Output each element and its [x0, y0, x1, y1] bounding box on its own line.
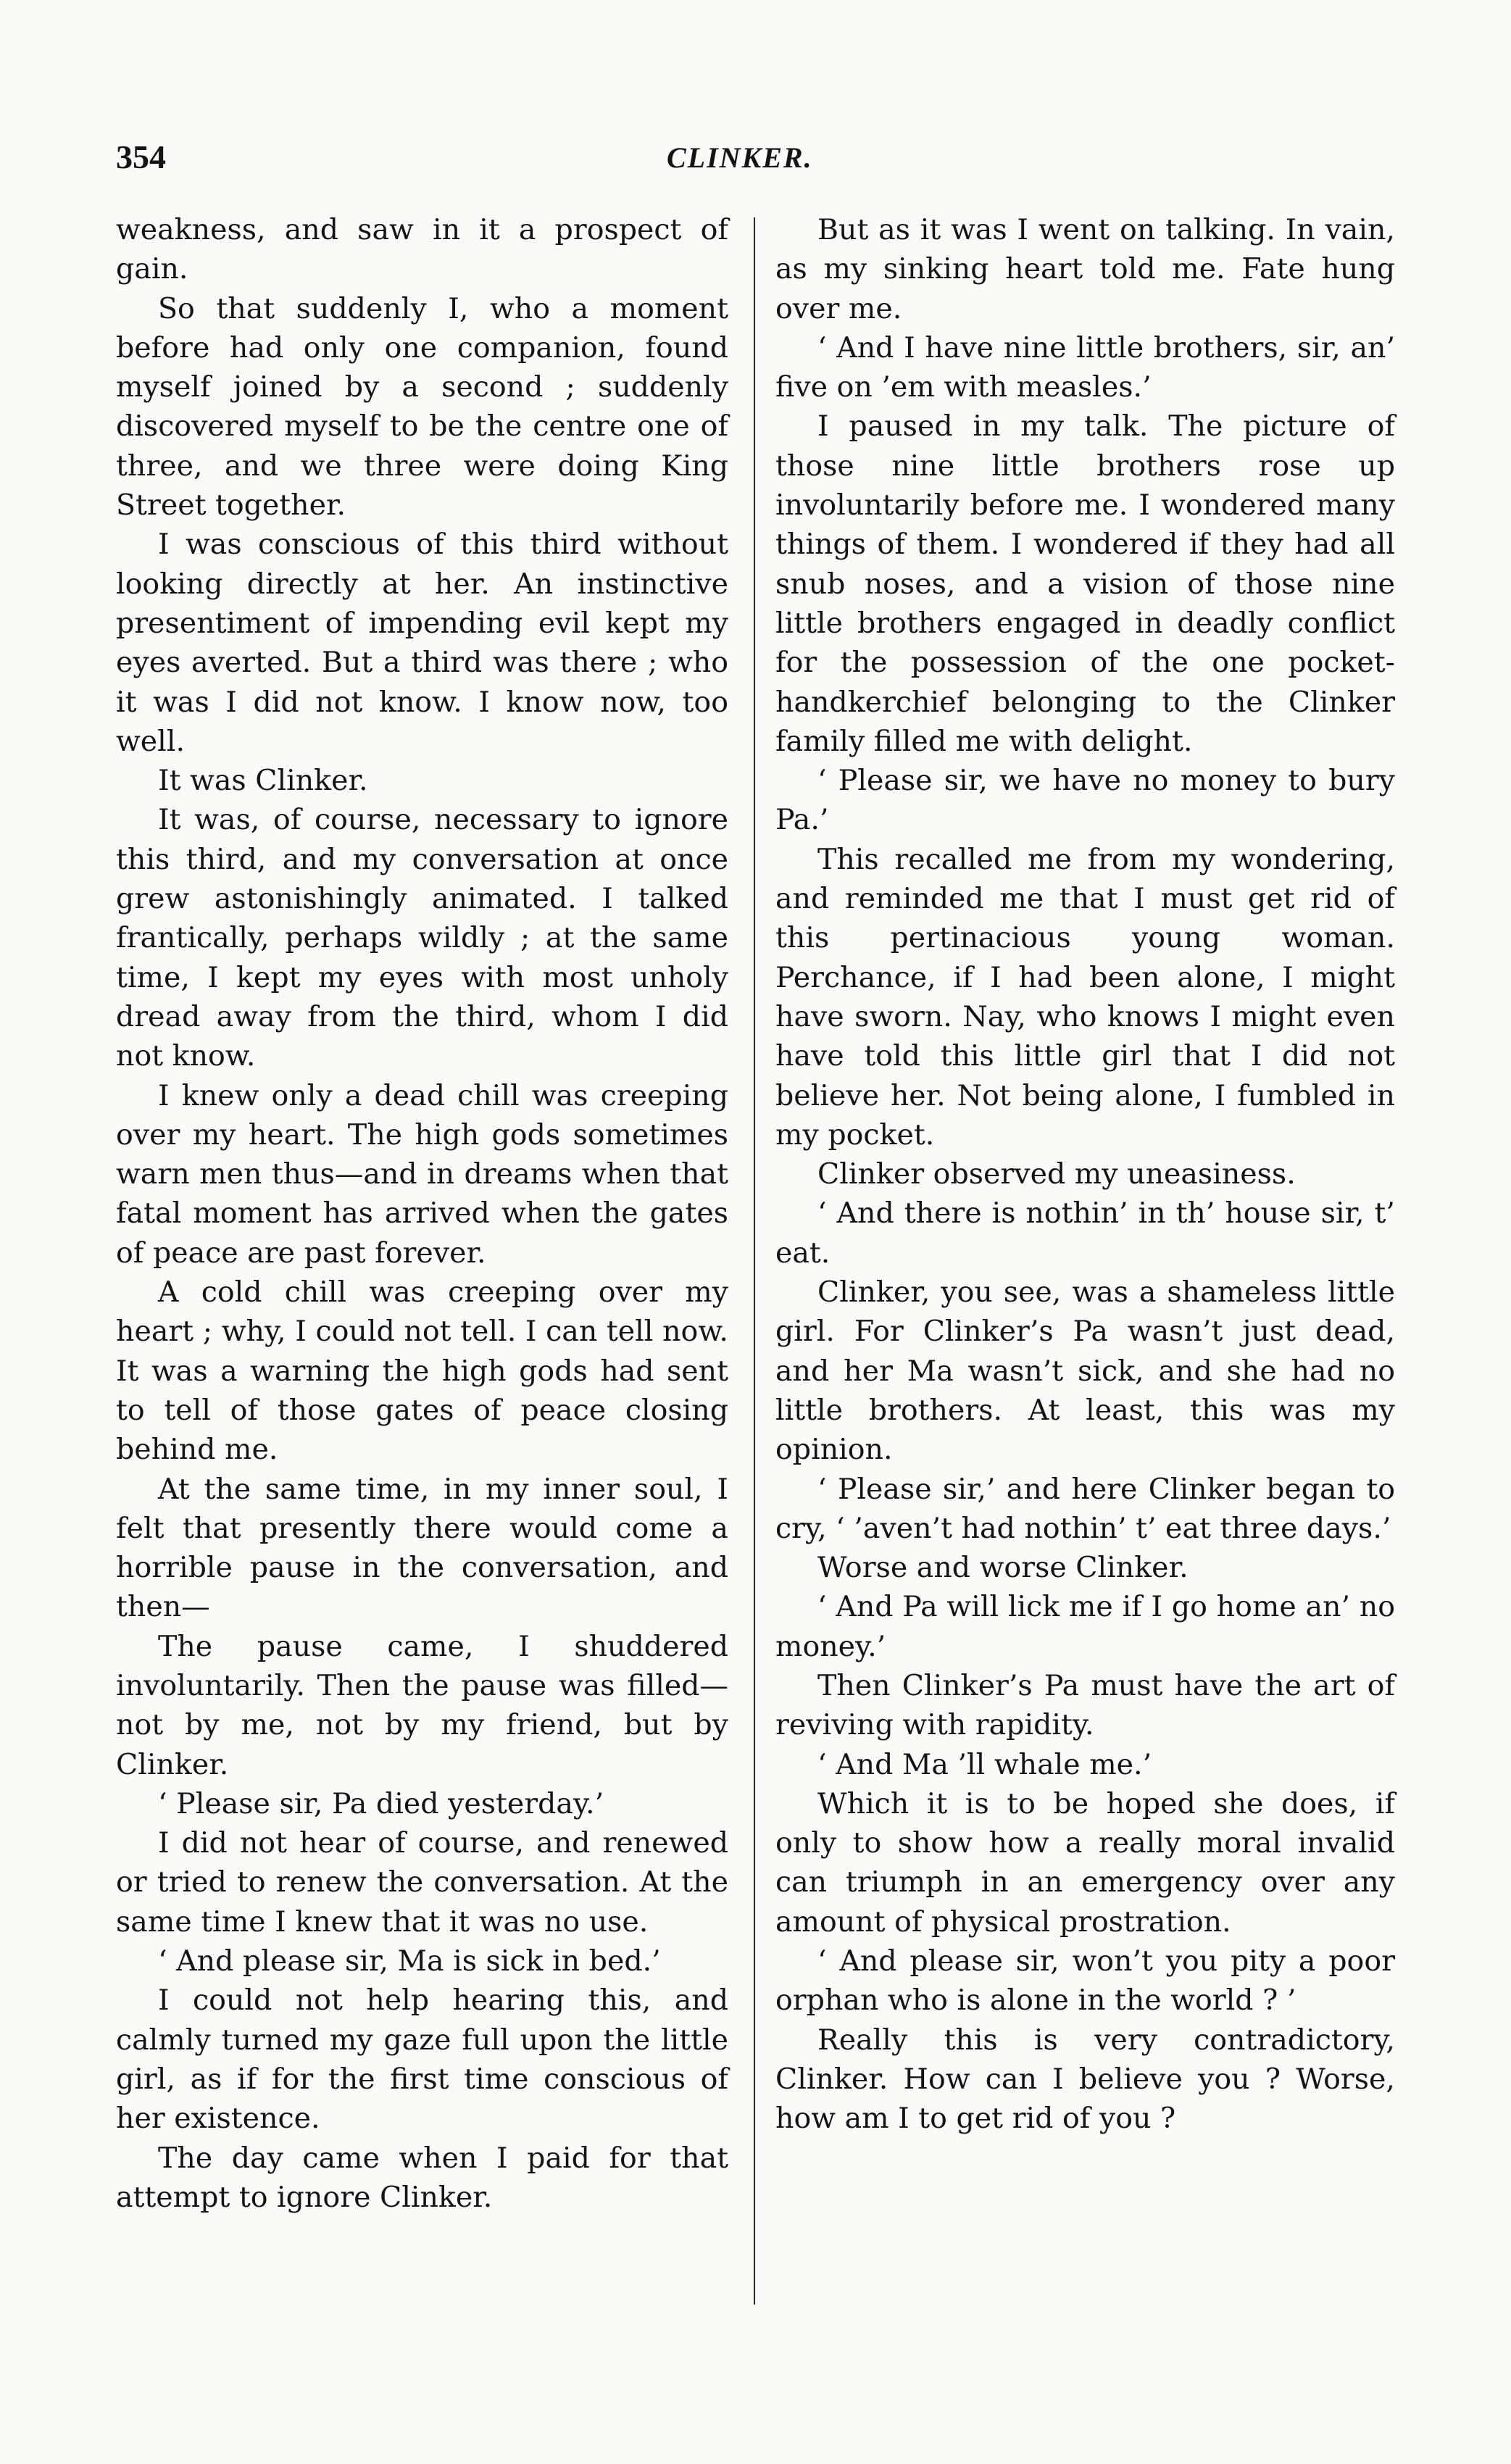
paragraph: ‘ And I have nine little brothers, sir, an’ five on ’em with measles.’ — [775, 330, 1395, 404]
paragraph: ‘ And Pa will lick me if I go home an’ no money.’ — [775, 1590, 1395, 1663]
page-number: 354 — [116, 138, 166, 175]
paragraph: But as it was I went on talking. In vain, as my sinking heart told me. Fate hung over me. — [775, 213, 1395, 325]
paragraph: ‘ Please sir, Pa died yesterday.’ — [158, 1786, 604, 1820]
paragraph: It was, of course, necessary to ignore this third, and my conversation at once grew astonishingly animated. I talked frantically, perhaps wildly ; at the same time, I kept my eyes with most unholy dread away from the third, whom I did not know. — [116, 803, 728, 1073]
paragraph: I was conscious of this third without looking directly at her. An instinctive presentiment of impending evil kept my eyes averted. But a third was there ; who it was I did not know. I know now, too well. — [116, 528, 728, 758]
paragraph: So that suddenly I, who a moment before had only one companion, found myself joined by a second ; suddenly discovered myself to be the centre one of three, and we three were doing King Street together. — [116, 291, 728, 523]
paragraph: At the same time, in my inner soul, I felt that presently there would come a horrible pause in the conversation, and then— — [116, 1472, 728, 1624]
paragraph: weakness, and saw in it a prospect of gain. — [116, 213, 728, 286]
paragraph: Clinker observed my uneasiness. — [817, 1157, 1296, 1191]
paragraph: I knew only a dead chill was creeping over my heart. The high gods sometimes warn men thus—and in dreams when that fatal moment has arrived when the gates of peace are past forever. — [116, 1078, 728, 1270]
paragraph: ‘ And please sir, won’t you pity a poor orphan who is alone in the world ? ’ — [775, 1944, 1395, 2018]
paragraph: I did not hear of course, and renewed or tried to renew the conversation. At the same time I knew that it was no use. — [116, 1826, 728, 1939]
column-divider — [754, 217, 755, 2305]
paragraph: Then Clinker’s Pa must have the art of reviving with rapidity. — [775, 1668, 1395, 1742]
running-title: CLINKER. — [667, 141, 813, 174]
paragraph: Worse and worse Clinker. — [817, 1551, 1189, 1585]
paragraph: Which it is to be hoped she does, if only to show how a really moral invalid can triumph in an emergency over any amount of physical prostration. — [775, 1786, 1395, 1939]
paragraph: The pause came, I shuddered involuntarily. Then the pause was filled—not by me, not by my friend, but by Clinker. — [116, 1629, 728, 1781]
paragraph: Clinker, you see, was a shameless little girl. For Clinker’s Pa wasn’t just dead, and her Ma wasn’t sick, and she had no little brothers. At least, this was my opinion. — [775, 1275, 1395, 1467]
paragraph: This recalled me from my wondering, and reminded me that I must get rid of this pertinacious young woman. Perchance, if I had been alone, I might have sworn. Nay, who knows I might even have told this little girl that I did not believe her. Not being alone, I fumbled in my pocket. — [775, 842, 1395, 1152]
paragraph: It was Clinker. — [158, 764, 368, 798]
paragraph: A cold chill was creeping over my heart ; why, I could not tell. I can tell now. It was a warning the high gods had sent to tell of those gates of peace closing behind me. — [116, 1275, 728, 1467]
page-header — [116, 138, 1406, 181]
paragraph: Really this is very contradictory, Clinker. How can I believe you ? Worse, how am I to get rid of you ? — [775, 2023, 1395, 2136]
paragraph: ‘ And there is nothin’ in th’ house sir, t’ eat. — [775, 1196, 1395, 1270]
paragraph: I paused in my talk. The picture of those nine little brothers rose up involuntarily before me. I wondered many things of them. I wondered if they had all snub noses, and a vision of those nine little brothers engaged in deadly conflict for the possession of the one pocket-handkerchief belonging to the Clinker family filled me with delight. — [775, 409, 1395, 758]
paragraph: ‘ And Ma ’ll whale me.’ — [817, 1747, 1152, 1781]
paragraph: ‘ And please sir, Ma is sick in bed.’ — [158, 1944, 661, 1978]
left-column — [116, 210, 728, 2217]
paragraph: I could not help hearing this, and calmly turned my gaze full upon the little girl, as if for the first time conscious of her existence. — [116, 1984, 728, 2136]
paragraph: The day came when I paid for that attempt to ignore Clinker. — [116, 2141, 728, 2214]
right-column — [775, 210, 1395, 2139]
paragraph: ‘ Please sir, we have no money to bury Pa.’ — [775, 764, 1395, 837]
paragraph: ‘ Please sir,’ and here Clinker began to cry, ‘ ’aven’t had nothin’ t’ eat three days.’ — [775, 1472, 1395, 1545]
